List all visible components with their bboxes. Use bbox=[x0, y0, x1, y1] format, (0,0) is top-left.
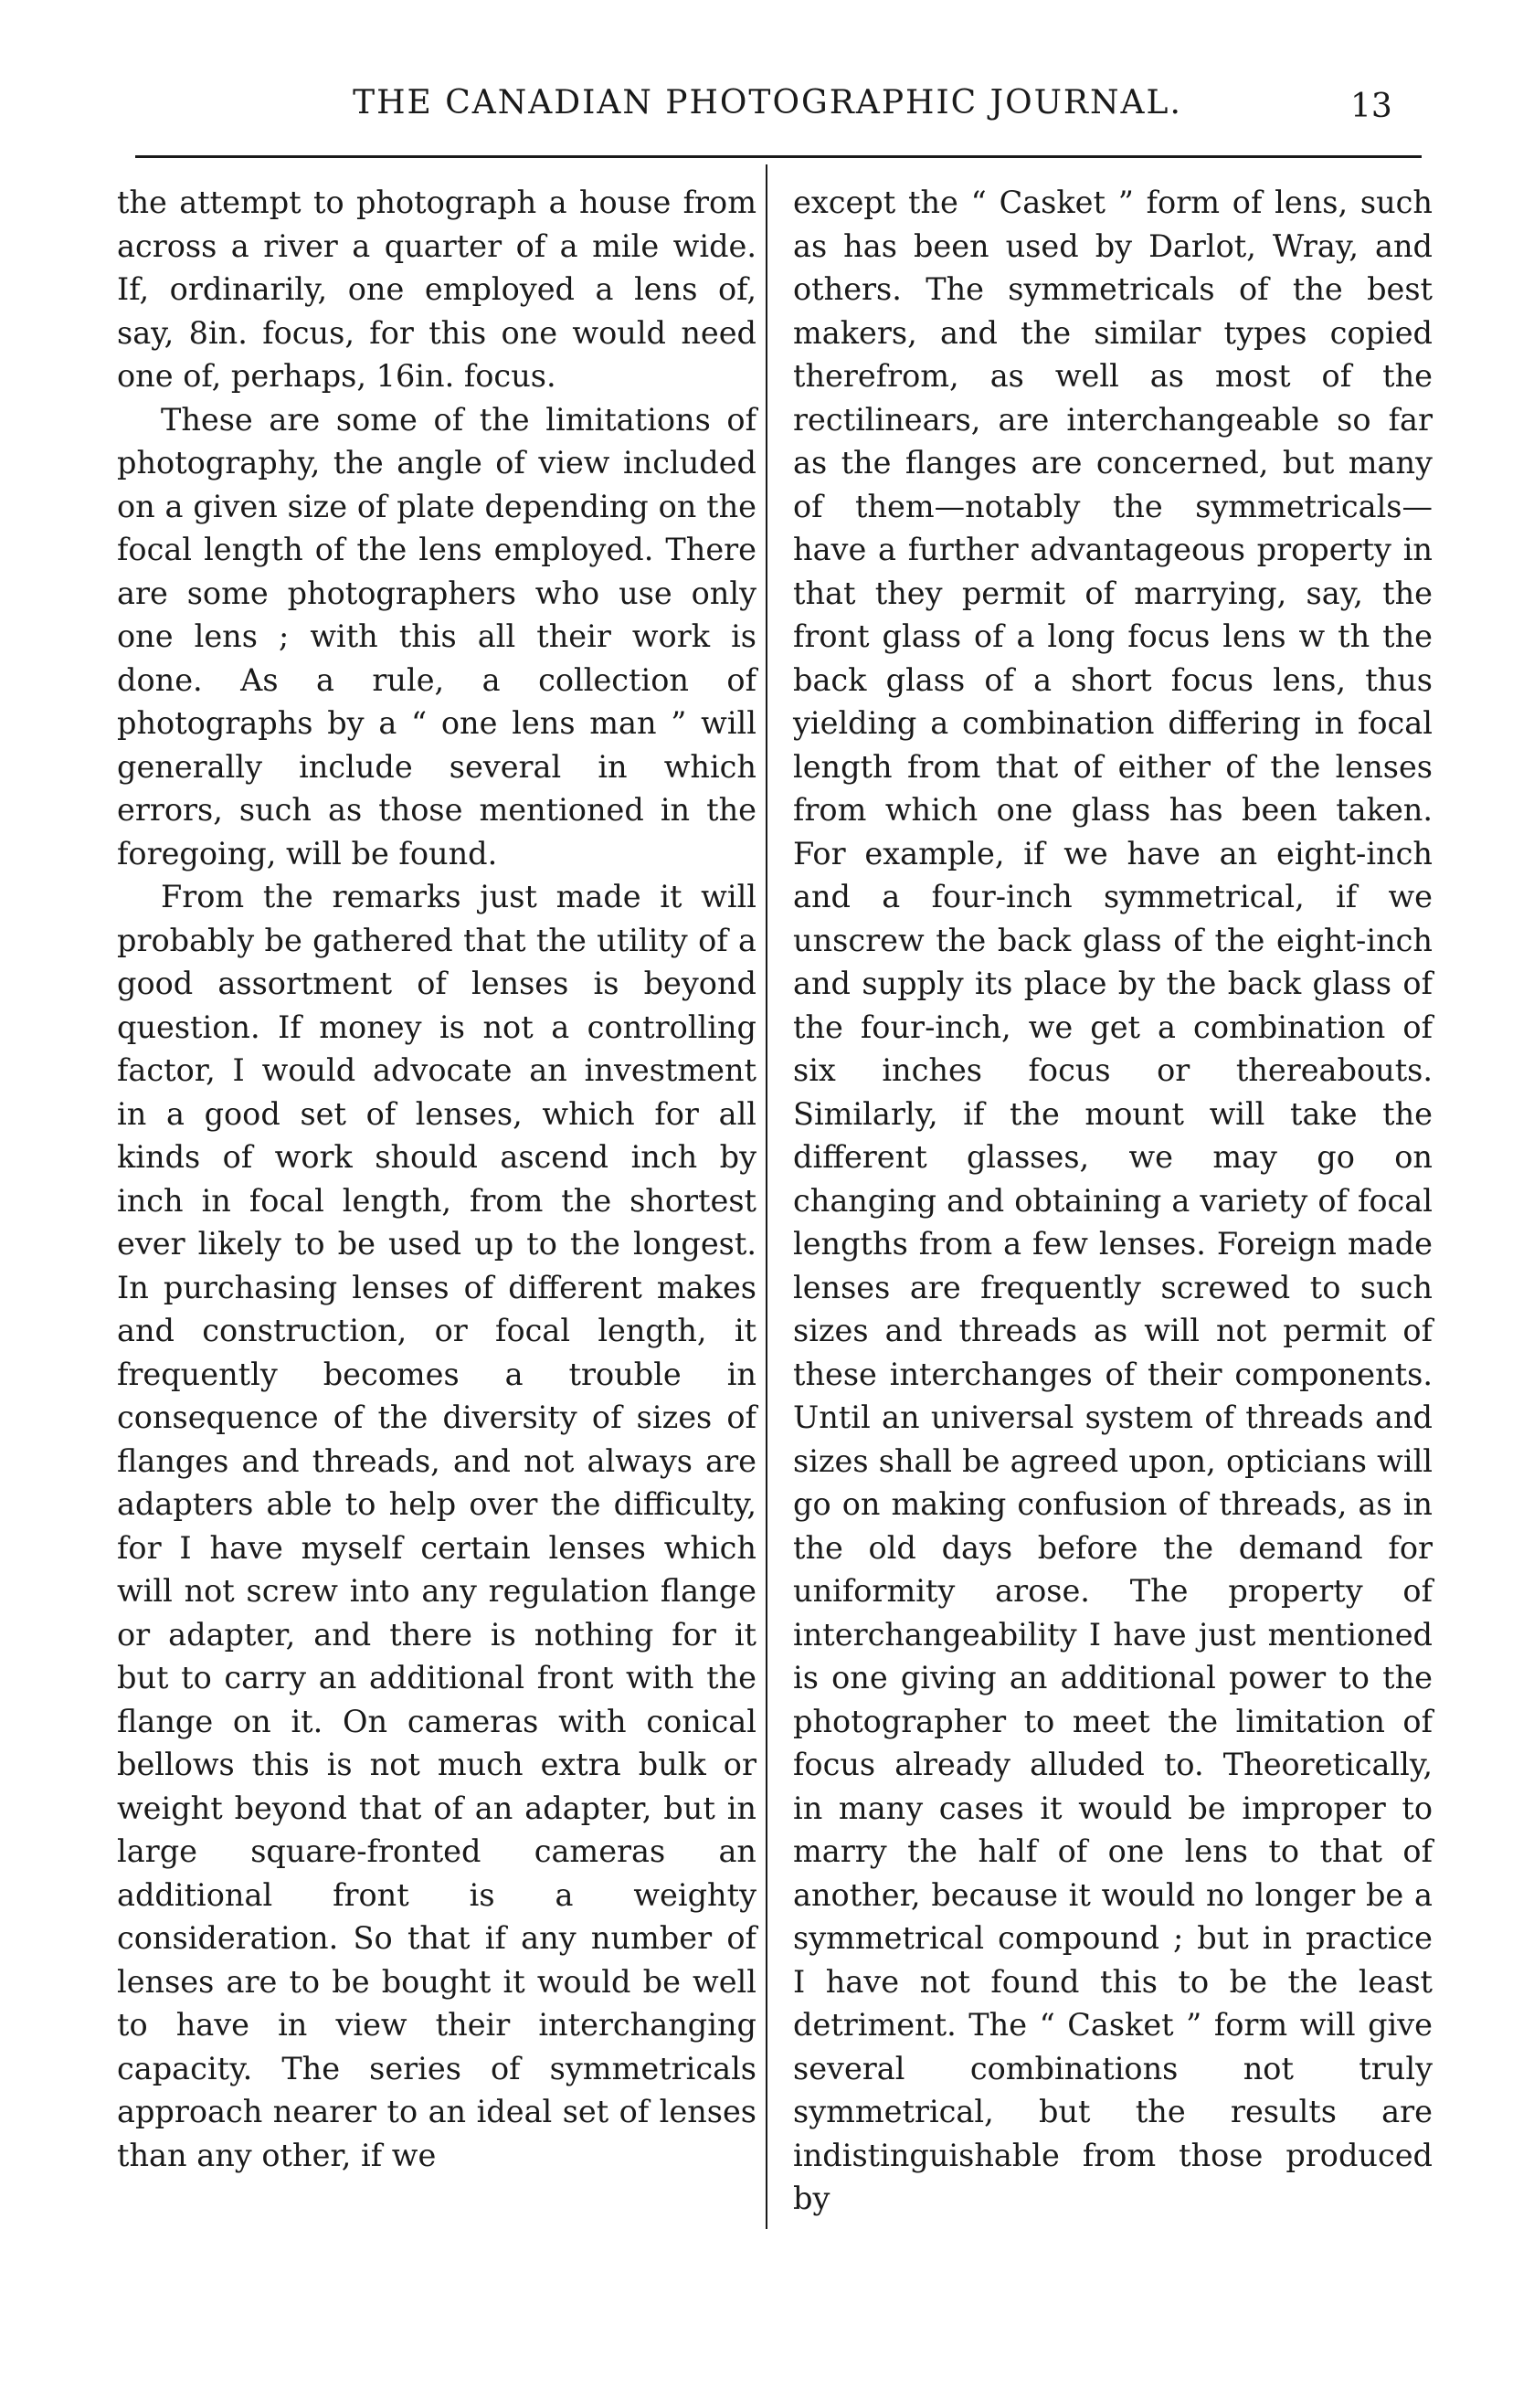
header-rule bbox=[135, 155, 1422, 158]
left-column bbox=[117, 181, 756, 2177]
page-header bbox=[0, 84, 1534, 139]
page-number: 13 bbox=[1350, 88, 1392, 125]
left-paragraph-3: From the remarks just made it will probably be gathered that the utility of a good assortment of lenses is beyond question. If money is not a controlling factor, I would advocate an investment in a good set of lenses, which for all kinds of work should ascend inch by inch in focal length, from the shortest ever likely to be used up to the longest. In purchasing lenses of different makes and construction, or focal length, it frequently becomes a trouble in consequence of the diversity of sizes of flanges and threads, and not always are adapters able to help over the difficulty, for I have myself certain lenses which will not screw into any regulation flange or adapter, and there is nothing for it but to carry an additional front with the flange on it. On cameras with conical bellows this is not much extra bulk or weight beyond that of an adapter, but in large square-fronted cameras an additional front is a weighty consideration. So that if any number of lenses are to be bought it would be well to have in view their interchanging capacity. The series of symmetricals approach nearer to an ideal set of lenses than any other, if we bbox=[117, 879, 756, 2173]
right-column bbox=[793, 181, 1433, 2221]
right-paragraph-1: except the “ Casket ” form of lens, such as has been used by Darlot, Wray, and others. The symmetricals of the best makers, and the similar types copied therefrom, as well as most of the rectilinears, are interchangeable so far as the flanges are concerned, but many of them—notably the symmetricals—have a further advantageous property in that they permit of marrying, say, the front glass of a long focus lens w th the back glass of a short focus lens, thus yielding a combination differing in focal length from that of either of the lenses from which one glass has been taken. For example, if we have an eight-inch and a four-inch symmetrical, if we unscrew the back glass of the eight-inch and supply its place by the back glass of the four-inch, we get a combination of six inches focus or thereabouts. Similarly, if the mount will take the different glasses, we may go on changing and obtaining a variety of focal lengths from a few lenses. Foreign made lenses are frequently screwed to such sizes and threads as will not permit of these interchanges of their components. Until an universal system of threads and sizes shall be agreed upon, opticians will go on making confusion of threads, as in the old days before the demand for uniformity arose. The property of interchangeability I have just mentioned is one giving an additional power to the photographer to meet the limitation of focus already alluded to. Theoretically, in many cases it would be improper to marry the half of one lens to that of another, because it would no longer be a symmetrical compound ; but in practice I have not found this to be the least detriment. The “ Casket ” form will give several combinations not truly symmetrical, but the results are indistinguishable from those produced by bbox=[793, 185, 1433, 2216]
left-paragraph-2: These are some of the limitations of photography, the angle of view included on a given size of plate depending on the focal length of the lens employed. There are some photographers who use only one lens ; with this all their work is done. As a rule, a collection of photographs by a “ one lens man ” will generally include several in which errors, such as those mentioned in the foregoing, will be found. bbox=[117, 401, 756, 871]
journal-title: THE CANADIAN PHOTOGRAPHIC JOURNAL. bbox=[353, 84, 1182, 121]
column-divider bbox=[766, 164, 767, 2229]
left-paragraph-1: the attempt to photograph a house from across a river a quarter of a mile wide. If, ordinarily, one employed a lens of, say, 8in. focus, for this one would need one of, perhaps, 16in. focus. bbox=[117, 185, 756, 394]
